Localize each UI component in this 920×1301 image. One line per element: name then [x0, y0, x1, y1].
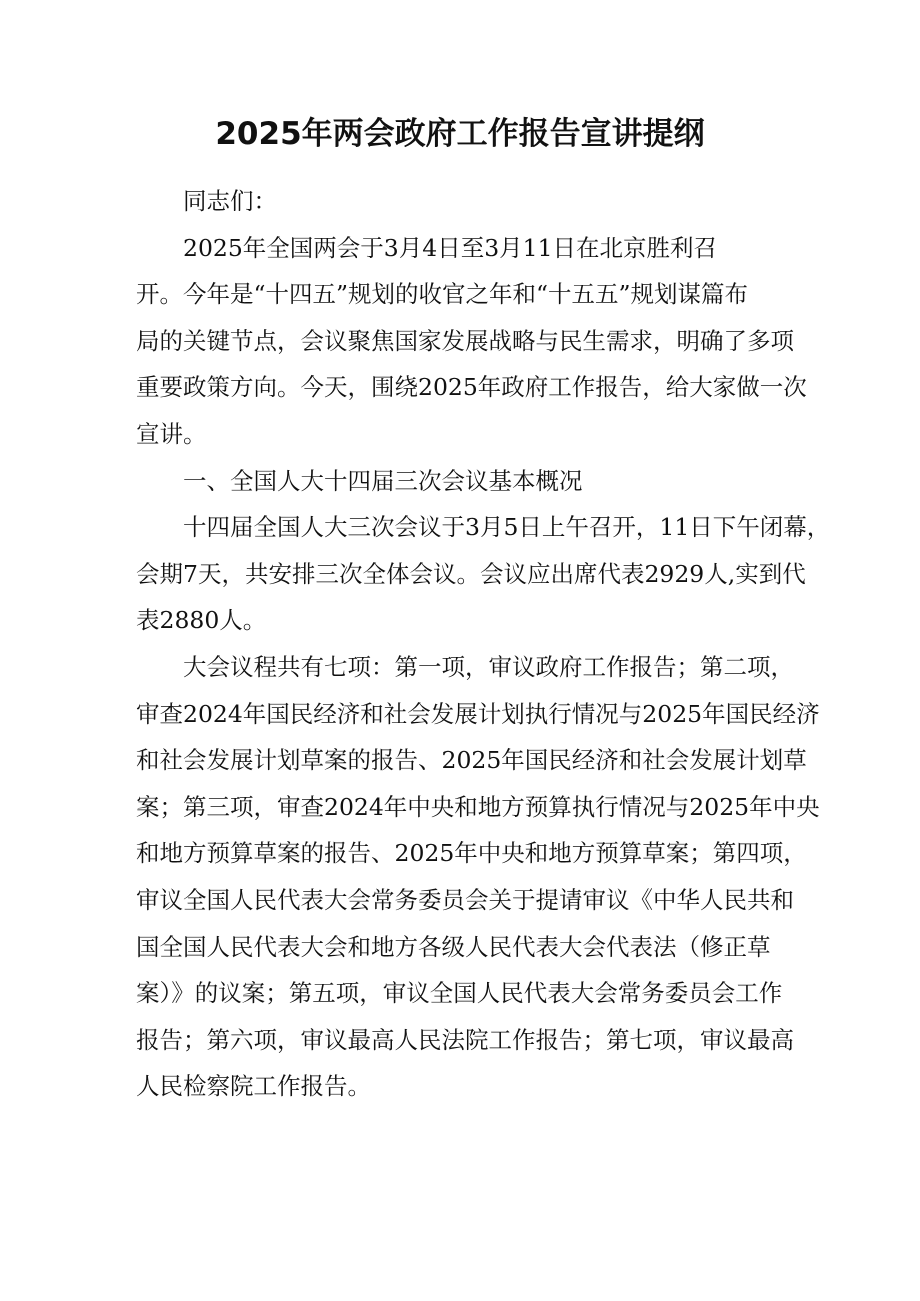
body-line: 2025年全国两会于3月4日至3月11日在北京胜利召 — [183, 233, 718, 262]
body-line: 表2880人。 — [136, 606, 267, 635]
body-line: 宣讲。 — [136, 419, 207, 448]
body-line: 审查2024年国民经济和社会发展计划执行情况与2025年国民经济 — [136, 699, 820, 728]
body-line: 和社会发展计划草案的报告、2025年国民经济和社会发展计划草 — [136, 746, 807, 775]
body-line: 十四届全国人大三次会议于3月5日上午召开，11日下午闭幕， — [183, 513, 831, 542]
body-line: 重要政策方向。今天，围绕2025年政府工作报告，给大家做一次 — [136, 373, 807, 402]
body-line: 局的关键节点，会议聚焦国家发展战略与民生需求，明确了多项 — [136, 326, 794, 355]
document-body — [136, 178, 831, 1110]
section-heading: 一、全国人大十四届三次会议基本概况 — [183, 466, 583, 495]
salutation-line: 同志们： — [183, 187, 277, 215]
body-line: 开。今年是“十四五”规划的收官之年和“十五五”规划谋篇布 — [136, 280, 749, 309]
body-line: 审议全国人民代表大会常务委员会关于提请审议《中华人民共和 — [136, 885, 794, 914]
body-line: 大会议程共有七项：第一项，审议政府工作报告；第二项， — [183, 652, 794, 681]
body-line: 案；第三项，审查2024年中央和地方预算执行情况与2025年中央 — [136, 792, 820, 821]
body-line: 案）》的议案；第五项，审议全国人民代表大会常务委员会工作 — [136, 979, 783, 1008]
body-line: 和地方预算草案的报告、2025年中央和地方预算草案；第四项， — [136, 839, 807, 868]
body-line: 报告；第六项，审议最高人民法院工作报告；第七项，审议最高 — [136, 1025, 794, 1054]
document-title: 2025年两会政府工作报告宣讲提纲 — [215, 116, 705, 152]
body-line: 国全国人民代表大会和地方各级人民代表大会代表法（修正草 — [136, 932, 771, 961]
body-line: 会期7天，共安排三次全体会议。会议应出席代表2929人,实到代 — [136, 559, 806, 588]
body-line: 人民检察院工作报告。 — [136, 1072, 371, 1101]
